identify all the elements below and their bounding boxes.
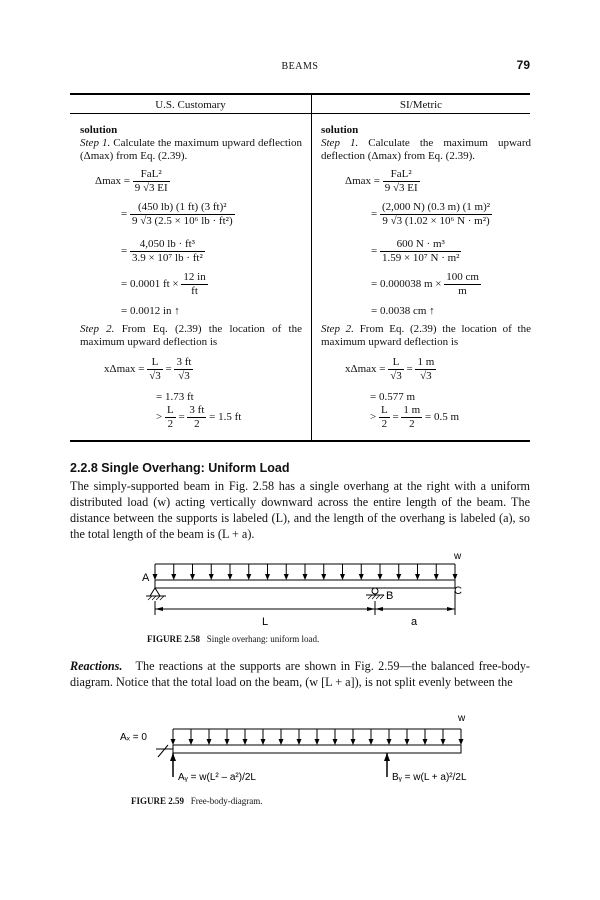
reaction-Ax-slash xyxy=(158,745,168,757)
load-arrowhead xyxy=(387,739,392,745)
load-arrowhead xyxy=(189,739,194,745)
load-arrowhead xyxy=(333,739,338,745)
point-C-label: C xyxy=(454,585,462,597)
table-header-rule xyxy=(70,113,530,114)
load-arrowhead xyxy=(171,739,176,745)
beam xyxy=(173,745,461,753)
left-step2-text: Step 2. From Eq. (2.39) the location of the maximum upward deflection is xyxy=(80,323,302,348)
load-arrowhead xyxy=(315,739,320,745)
table-column-divider xyxy=(311,94,312,440)
hatch-B xyxy=(368,595,384,599)
load-arrowhead xyxy=(303,574,308,580)
dim-label-a: a xyxy=(411,616,418,628)
load-arrowhead xyxy=(453,574,458,580)
right-solution-block xyxy=(321,124,531,163)
load-arrowhead xyxy=(265,574,270,580)
load-arrowhead xyxy=(459,739,464,745)
step1-text: Step 1. Calculate the maximum upward deflection (Δmax) from Eq. (2.39). xyxy=(80,137,302,162)
left-eq4: = 0.0001 ft × $\frac{12 in}{ft}$ xyxy=(121,271,206,297)
right-eq5: = 0.0038 cm ↑ xyxy=(371,305,435,317)
figure-2-59-caption: FIGURE 2.59 Free-body-diagram. xyxy=(131,796,263,806)
load-arrowhead xyxy=(434,574,439,580)
load-arrows xyxy=(153,564,458,580)
load-arrowhead xyxy=(171,574,176,580)
hatch-A xyxy=(148,596,164,600)
load-arrowhead xyxy=(297,739,302,745)
right-eq4: = 0.000038 m × $\frac{100 cm}{m}$ xyxy=(371,271,479,297)
load-arrowhead xyxy=(441,739,446,745)
right-x-eq: xΔmax = $\frac{L}{√3}$ = $\frac{1 m}{√3}$ xyxy=(345,356,435,382)
right-x-value: = 0.577 m xyxy=(370,391,416,403)
load-arrowhead xyxy=(225,739,230,745)
reaction-Ay-label: Aᵧ = w(L² – a²)/2L xyxy=(178,772,256,783)
right-eq1: Δmax = $\frac{\text{FaL²}}{9 √3 EI}$ xyxy=(345,168,418,194)
left-x-value: = 1.73 ft xyxy=(156,391,194,403)
load-arrowhead xyxy=(228,574,233,580)
dim-arrow xyxy=(155,607,163,611)
dim-arrow xyxy=(447,607,455,611)
load-arrowhead xyxy=(246,574,251,580)
left-solution-block xyxy=(80,124,302,163)
load-arrowhead xyxy=(261,739,266,745)
table-top-rule xyxy=(70,93,530,95)
load-arrowhead xyxy=(405,739,410,745)
load-arrowhead xyxy=(351,739,356,745)
load-arrowhead xyxy=(359,574,364,580)
dim-label-L: L xyxy=(262,616,269,628)
left-half-eq: > $\frac{L}{2}$ = $\frac{3 ft}{2}$ = 1.5 ft xyxy=(156,404,242,430)
load-w-label: w xyxy=(454,551,462,562)
figure-2-58-diagram xyxy=(140,545,480,635)
load-arrows xyxy=(171,729,464,745)
load-arrowhead xyxy=(279,739,284,745)
dim-arrow xyxy=(375,607,383,611)
pin-support-A xyxy=(150,588,160,596)
reactions-paragraph: Reactions. The reactions at the supports are shown in Fig. 2.59—the balanced free-body-diagram. Notice that the total load on the beam, (w [L + a]), is not split evenly between the xyxy=(70,659,530,689)
right-eq2: = $\frac{\text{(2,000 N) (0.3 m) (1 m)²}}{\text{9 √3 (1.02 × 10⁶ N · m²)}}$ xyxy=(371,201,491,227)
load-arrowhead xyxy=(153,574,158,580)
column-header-si: SI/Metric xyxy=(399,99,443,111)
load-arrowhead xyxy=(243,739,248,745)
beam xyxy=(155,580,455,588)
right-half-eq: > $\frac{L}{2}$ = $\frac{1 m}{2}$ = 0.5 m xyxy=(370,404,459,430)
table-bottom-rule xyxy=(70,440,530,442)
load-w-label: w xyxy=(458,713,466,724)
reaction-Ax-label: Aₓ = 0 xyxy=(120,732,147,743)
reaction-By-label: Bᵧ = w(L + a)²/2L xyxy=(392,772,467,783)
step1-text: Step 1. Calculate the maximum upward deflection (Δmax) from Eq. (2.39). xyxy=(321,137,531,162)
load-arrowhead xyxy=(190,574,195,580)
load-arrowhead xyxy=(209,574,214,580)
load-arrowhead xyxy=(284,574,289,580)
right-step2-text: Step 2. From Eq. (2.39) the location of the maximum upward deflection is xyxy=(321,323,531,348)
load-arrowhead xyxy=(423,739,428,745)
point-A-label: A xyxy=(142,572,150,584)
solution-heading: solution xyxy=(321,124,359,136)
load-arrowhead xyxy=(378,574,383,580)
left-eq1: Δmax = $\frac{\text{FaL²}}{9 √3 EI}$ xyxy=(95,168,168,194)
roller-B xyxy=(372,588,378,594)
figure-2-58-caption: FIGURE 2.58 Single overhang: uniform load. xyxy=(147,634,320,644)
solution-heading: solution xyxy=(80,124,118,136)
figure-2-59-diagram xyxy=(120,705,500,785)
page-number: 79 xyxy=(516,58,530,72)
reaction-By-arrowhead xyxy=(384,753,390,761)
left-eq3: = $\frac{\text{4,050 lb · ft³}}{\text{3.9 × 10⁷ lb · ft²}}$ xyxy=(121,238,203,264)
section-title: 2.2.8 Single Overhang: Uniform Load xyxy=(70,461,290,475)
reaction-Ay-arrowhead xyxy=(170,753,176,761)
left-eq2: = $\frac{\text{(450 lb) (1 ft) (3 ft)²}}{\text{9 √3 (2.5 × 10⁶ lb · ft²)}}$ xyxy=(121,201,233,227)
point-B-label: B xyxy=(386,590,394,602)
column-header-us: U.S. Customary xyxy=(155,99,226,111)
load-arrowhead xyxy=(369,739,374,745)
running-header-title: BEAMS xyxy=(281,61,319,72)
load-arrowhead xyxy=(415,574,420,580)
right-eq3: = $\frac{\text{600 N · m³}}{\text{1.59 × 10⁷ N · m²}}$ xyxy=(371,238,460,264)
load-arrowhead xyxy=(340,574,345,580)
load-arrowhead xyxy=(207,739,212,745)
dim-arrow xyxy=(367,607,375,611)
left-x-eq: xΔmax = $\frac{L}{√3}$ = $\frac{3 ft}{√3}$ xyxy=(104,356,192,382)
load-arrowhead xyxy=(321,574,326,580)
section-paragraph: The simply-supported beam in Fig. 2.58 has a single overhang at the right with a uniform distributed load (w) acting vertically downward across the entire length of the beam. The distance between the supports is labeled (L), and the length of the overhang is labeled (a), so the total length of the beam is (L + a). xyxy=(70,479,530,541)
load-arrowhead xyxy=(396,574,401,580)
left-eq5: = 0.0012 in ↑ xyxy=(121,305,180,317)
